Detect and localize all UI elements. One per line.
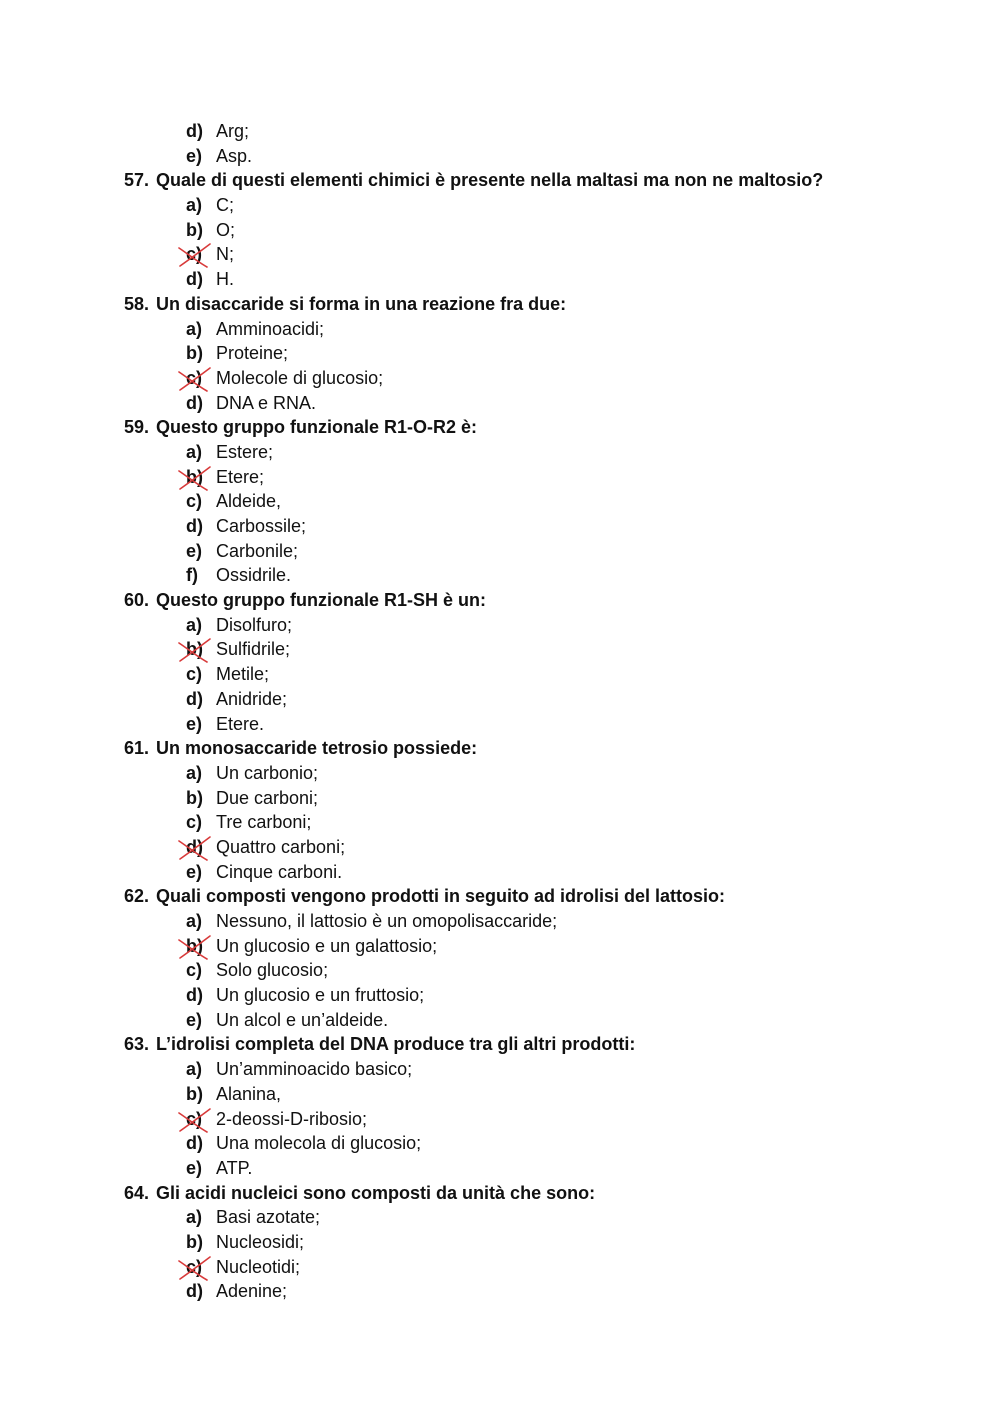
option-text: Tre carboni; <box>216 812 312 833</box>
option-letter: e) <box>186 145 203 166</box>
option-line-selected <box>0 637 1000 662</box>
option-text: Metile; <box>216 664 270 685</box>
question-number: 60. <box>124 590 150 611</box>
option-letter: c) <box>186 491 203 512</box>
option-text: Estere; <box>216 441 274 462</box>
option-line <box>0 144 1000 169</box>
option-text: Cinque carboni. <box>216 861 343 882</box>
option-letter: b) <box>186 639 203 660</box>
question-text: Gli acidi nucleici sono composti da unità che sono: <box>156 1182 596 1203</box>
option-text: Adenine; <box>216 1281 288 1302</box>
question-text: Un monosaccaride tetrosio possiede: <box>156 738 478 759</box>
option-letter: a) <box>186 1207 203 1228</box>
option-text: Un glucosio e un fruttosio; <box>216 985 425 1006</box>
option-text: 2-deossi-D-ribosio; <box>216 1108 368 1129</box>
document-page <box>0 119 1000 1304</box>
option-text: H. <box>216 269 234 290</box>
option-line-selected <box>0 835 1000 860</box>
question-line <box>0 292 1000 317</box>
question-text: Questo gruppo funzionale R1-SH è un: <box>156 590 486 611</box>
option-text: Una molecola di glucosio; <box>216 1133 422 1154</box>
option-letter: a) <box>186 614 203 635</box>
option-line-selected <box>0 1255 1000 1280</box>
option-letter: c) <box>186 1256 203 1277</box>
option-line <box>0 119 1000 144</box>
option-text: ATP. <box>216 1157 253 1178</box>
question-line <box>0 415 1000 440</box>
option-line <box>0 983 1000 1008</box>
option-line <box>0 514 1000 539</box>
question-text: Un disaccaride si forma in una reazione fra due: <box>156 293 567 314</box>
option-letter: e) <box>186 713 203 734</box>
option-letter: c) <box>186 664 203 685</box>
option-text: Un’amminoacido basico; <box>216 1059 413 1080</box>
option-letter: e) <box>186 861 203 882</box>
option-letter: d) <box>186 985 203 1006</box>
option-line <box>0 613 1000 638</box>
option-line-selected <box>0 242 1000 267</box>
option-letter: b) <box>186 466 203 487</box>
option-letter: d) <box>186 1133 203 1154</box>
option-text: Carbossile; <box>216 516 307 536</box>
option-line-selected <box>0 366 1000 391</box>
option-text: Carbonile; <box>216 540 299 561</box>
question-number: 64. <box>124 1182 150 1203</box>
question-number: 61. <box>124 738 150 759</box>
option-line <box>0 909 1000 934</box>
option-text: Arg; <box>216 121 250 141</box>
option-line <box>0 391 1000 416</box>
option-line-selected <box>0 465 1000 490</box>
option-text: Solo glucosio; <box>216 960 329 981</box>
option-line <box>0 489 1000 514</box>
question-line <box>0 588 1000 613</box>
option-text: Amminoacidi; <box>216 318 325 339</box>
option-line <box>0 539 1000 564</box>
option-letter: a) <box>186 318 203 339</box>
option-letter: b) <box>186 1231 203 1252</box>
option-letter: a) <box>186 195 203 216</box>
question-number: 59. <box>124 417 150 438</box>
question-line <box>0 168 1000 193</box>
option-letter: d) <box>186 269 203 290</box>
option-letter: d) <box>186 688 203 709</box>
option-letter: e) <box>186 1009 203 1030</box>
option-letter: e) <box>186 1157 203 1178</box>
option-line <box>0 1156 1000 1181</box>
option-letter: b) <box>186 1083 203 1104</box>
option-text: Aldeide, <box>216 491 282 512</box>
option-letter: b) <box>186 219 203 240</box>
option-letter: c) <box>186 367 203 388</box>
option-line <box>0 440 1000 465</box>
option-text: C; <box>216 195 234 216</box>
option-line <box>0 218 1000 243</box>
option-text: Ossidrile. <box>216 565 292 586</box>
option-line <box>0 860 1000 885</box>
option-line <box>0 1082 1000 1107</box>
option-line <box>0 563 1000 588</box>
option-line <box>0 317 1000 342</box>
option-line <box>0 1230 1000 1255</box>
option-line-selected <box>0 934 1000 959</box>
option-line <box>0 1008 1000 1033</box>
option-line <box>0 267 1000 292</box>
option-letter: e) <box>186 540 203 561</box>
option-text: Disolfuro; <box>216 614 293 635</box>
option-line <box>0 1205 1000 1230</box>
option-text: Anidride; <box>216 688 288 709</box>
option-text: Nucleosidi; <box>216 1231 305 1252</box>
option-letter: c) <box>186 960 203 981</box>
question-number: 57. <box>124 170 150 191</box>
question-text: L’idrolisi completa del DNA produce tra gli altri prodotti: <box>156 1034 636 1055</box>
option-line <box>0 1057 1000 1082</box>
option-letter: d) <box>186 121 203 141</box>
option-text: Quattro carboni; <box>216 836 346 857</box>
option-line <box>0 1131 1000 1156</box>
option-letter: a) <box>186 1059 203 1080</box>
option-line <box>0 341 1000 366</box>
option-letter: b) <box>186 343 203 364</box>
option-text: O; <box>216 219 236 240</box>
question-number: 63. <box>124 1034 150 1055</box>
option-text: Etere; <box>216 466 265 487</box>
option-letter: a) <box>186 762 203 783</box>
question-text: Quale di questi elementi chimici è presente nella maltasi ma non ne maltosio? <box>156 170 824 191</box>
question-line <box>0 736 1000 761</box>
option-letter: d) <box>186 836 203 857</box>
option-text: Sulfidrile; <box>216 639 291 660</box>
option-text: Alanina, <box>216 1083 282 1104</box>
option-letter: c) <box>186 1108 203 1129</box>
option-line <box>0 810 1000 835</box>
option-letter: f) <box>186 565 198 586</box>
question-line <box>0 1032 1000 1057</box>
option-line <box>0 786 1000 811</box>
option-letter: d) <box>186 392 203 413</box>
option-line <box>0 1279 1000 1304</box>
option-letter: c) <box>186 812 203 833</box>
option-text: Proteine; <box>216 343 289 364</box>
option-line <box>0 958 1000 983</box>
option-letter: c) <box>186 244 203 265</box>
option-letter: b) <box>186 787 203 808</box>
option-letter: a) <box>186 911 203 931</box>
option-letter: b) <box>186 935 203 956</box>
option-text: Etere. <box>216 713 265 734</box>
option-text: Nessuno, il lattosio è un omopolisaccaride; <box>216 911 558 931</box>
question-text: Quali composti vengono prodotti in seguito ad idrolisi del lattosio: <box>156 886 726 907</box>
question-line <box>0 884 1000 909</box>
option-text: N; <box>216 244 234 265</box>
option-text: Un carbonio; <box>216 762 319 783</box>
option-letter: d) <box>186 1281 203 1302</box>
option-text: Due carboni; <box>216 787 319 808</box>
question-text: Questo gruppo funzionale R1-O-R2 è: <box>156 417 478 438</box>
option-line <box>0 687 1000 712</box>
option-line <box>0 662 1000 687</box>
option-text: Molecole di glucosio; <box>216 367 384 388</box>
option-line-selected <box>0 1107 1000 1132</box>
option-letter: a) <box>186 441 203 462</box>
option-text: Basi azotate; <box>216 1207 321 1228</box>
option-text: Un glucosio e un galattosio; <box>216 935 438 956</box>
option-letter: d) <box>186 516 203 536</box>
option-text: Un alcol e un’aldeide. <box>216 1009 389 1030</box>
option-line <box>0 761 1000 786</box>
option-line <box>0 712 1000 737</box>
question-number: 58. <box>124 293 150 314</box>
option-text: DNA e RNA. <box>216 392 317 413</box>
option-text: Asp. <box>216 145 253 166</box>
question-number: 62. <box>124 886 150 907</box>
option-text: Nucleotidi; <box>216 1256 301 1277</box>
option-line <box>0 193 1000 218</box>
question-line <box>0 1181 1000 1206</box>
